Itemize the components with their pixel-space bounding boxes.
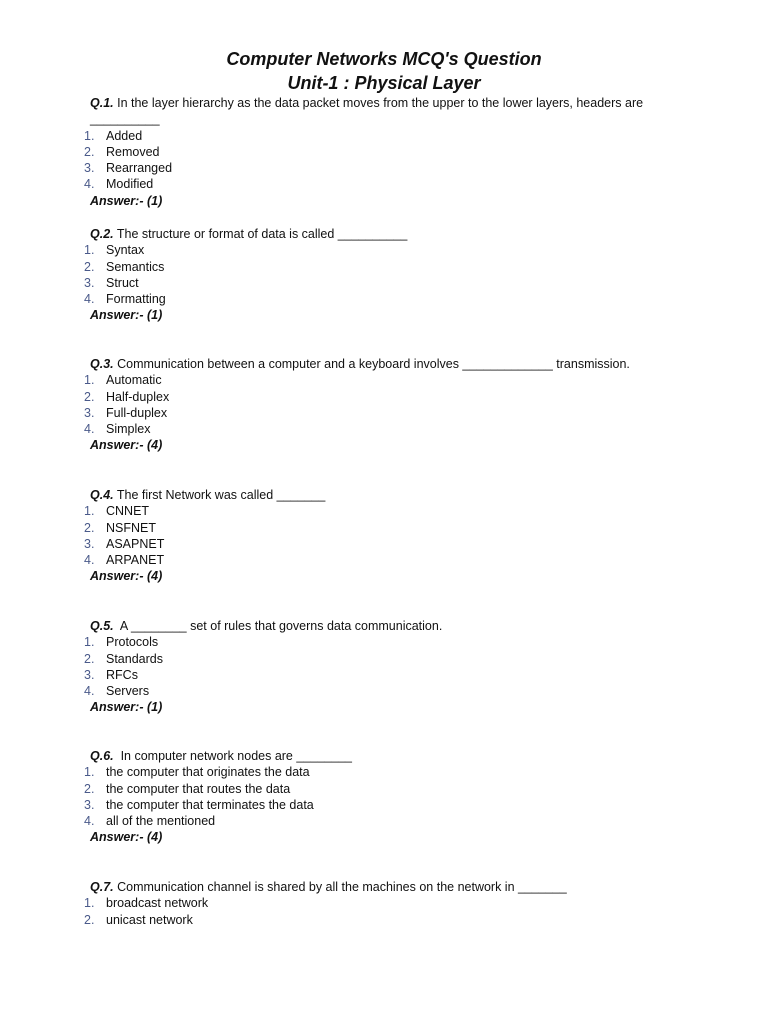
answer: Answer:- (4) (90, 830, 163, 845)
option: 1. Automatic (84, 373, 162, 388)
question-number: Q.2. (90, 227, 114, 241)
question-7 (84, 879, 686, 928)
question-number: Q.5. (90, 619, 114, 633)
question-number: Q.4. (90, 488, 114, 502)
option-list (84, 128, 678, 193)
option: 1. Added (84, 128, 143, 143)
option-list (84, 372, 686, 437)
question-1 (84, 95, 678, 209)
answer: Answer:- (1) (90, 700, 163, 715)
question-text: Q.2. The structure or format of data is called __________ (90, 227, 408, 241)
question-2 (84, 226, 686, 324)
answer: Answer:- (4) (90, 569, 163, 584)
question-3 (84, 356, 686, 454)
question-4 (84, 487, 686, 585)
option: 2. the computer that routes the data (84, 781, 291, 796)
answer: Answer:- (1) (90, 193, 163, 208)
option-list (84, 634, 686, 699)
option: 3. Struct (84, 275, 139, 290)
question-number: Q.7. (90, 880, 114, 894)
option: 3. Rearranged (84, 161, 173, 176)
option: 2. NSFNET (84, 520, 156, 535)
option: 2. Removed (84, 144, 160, 159)
option: 2. unicast network (84, 912, 193, 927)
question-text-continued: __________ (90, 112, 160, 127)
question-text: Q.5. A ________ set of rules that governs data communication. (90, 619, 443, 633)
option: 4. Servers (84, 684, 150, 699)
option: 4. Simplex (84, 422, 151, 437)
option-list (84, 242, 686, 307)
option: 1. broadcast network (84, 896, 209, 911)
question-number: Q.3. (90, 357, 114, 371)
question-5 (84, 618, 686, 716)
option: 4. all of the mentioned (84, 814, 216, 829)
option-list (84, 503, 686, 568)
question-number: Q.1. (90, 96, 114, 110)
option: 3. ASAPNET (84, 536, 165, 551)
question-number: Q.6. (90, 749, 114, 763)
option: 2. Standards (84, 651, 163, 666)
answer: Answer:- (1) (90, 308, 163, 323)
option: 4. ARPANET (84, 553, 165, 568)
question-text: Q.4. The first Network was called _______ (90, 488, 326, 502)
option: 4. Formatting (84, 292, 166, 307)
question-text: Q.1. In the layer hierarchy as the data packet moves from the upper to the lower layers, headers are (90, 96, 644, 110)
document-subtitle: Unit-1 : Physical Layer (287, 73, 481, 93)
option: 2. Half-duplex (84, 389, 170, 404)
option: 3. RFCs (84, 667, 138, 682)
option: 3. Full-duplex (84, 405, 168, 420)
option: 1. Syntax (84, 243, 145, 258)
question-text: Q.3. Communication between a computer and a keyboard involves _____________ transmission. (90, 357, 630, 371)
option: 1. CNNET (84, 504, 150, 519)
option: 4. Modified (84, 177, 154, 192)
question-text: Q.6. In computer network nodes are ________ (90, 749, 352, 763)
option: 3. the computer that terminates the data (84, 797, 314, 812)
option-list (84, 764, 686, 829)
option: 1. the computer that originates the data (84, 765, 310, 780)
question-6 (84, 748, 686, 846)
answer: Answer:- (4) (90, 438, 163, 453)
option: 1. Protocols (84, 635, 159, 650)
option-list (84, 895, 686, 928)
question-text: Q.7. Communication channel is shared by all the machines on the network in _______ (90, 880, 567, 894)
document-title: Computer Networks MCQ's Question (226, 49, 542, 69)
option: 2. Semantics (84, 259, 165, 274)
